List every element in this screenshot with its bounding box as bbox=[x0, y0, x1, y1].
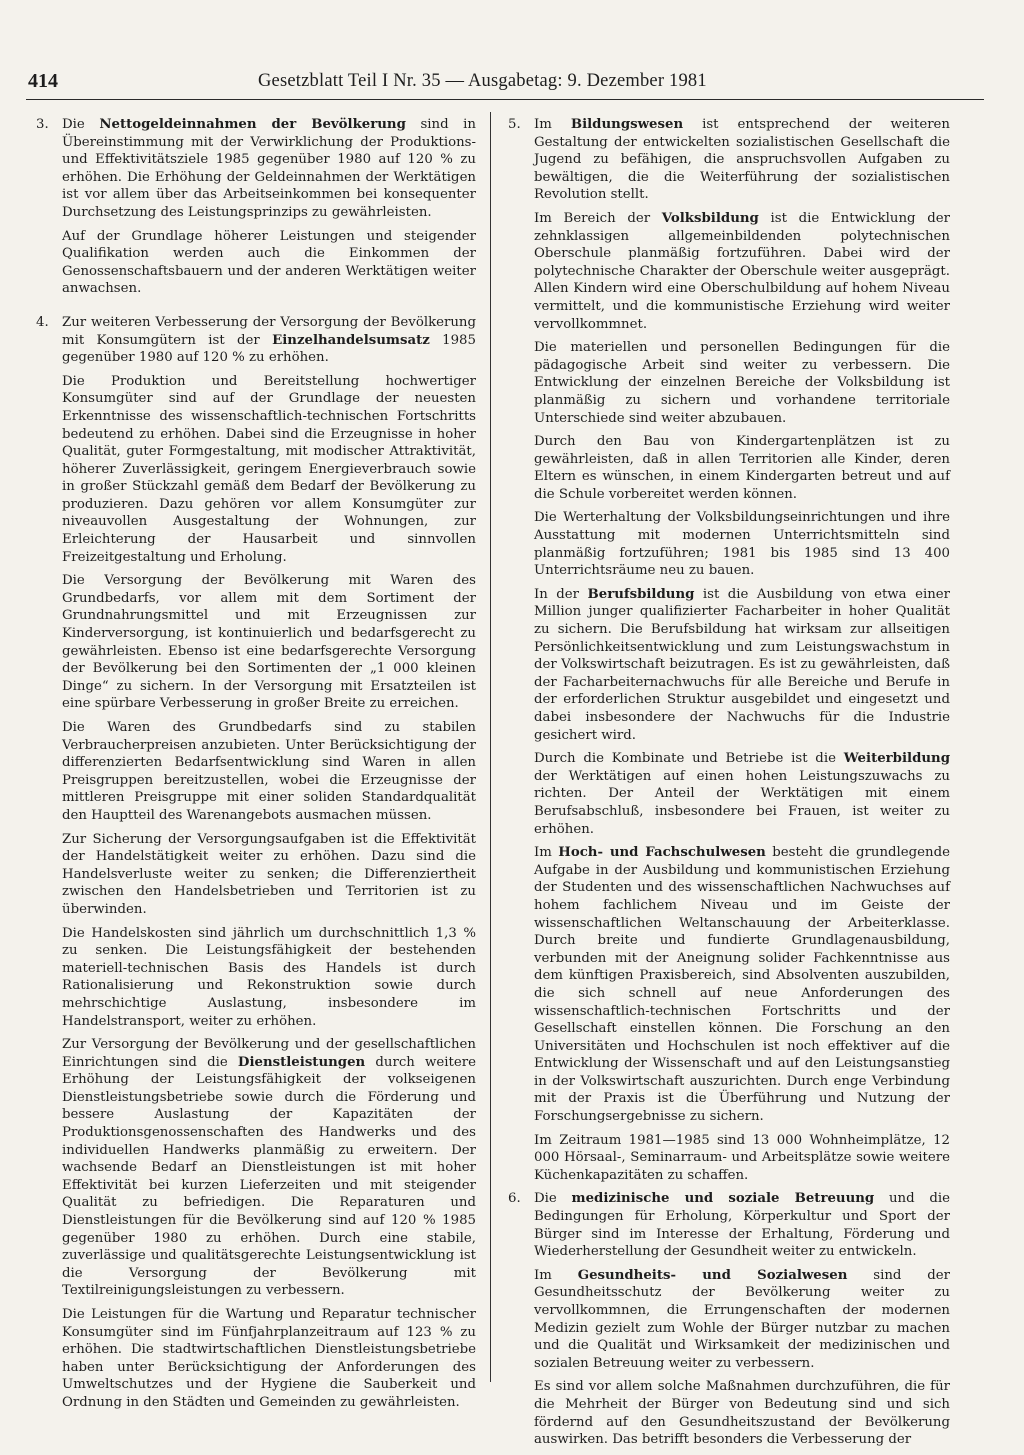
bold-term: Einzelhandelsumsatz bbox=[272, 332, 430, 348]
section-3 bbox=[36, 116, 476, 298]
text-run: Die bbox=[534, 1191, 572, 1207]
section-number: 6. bbox=[508, 1191, 521, 1207]
text-run: Im Bereich der bbox=[534, 210, 662, 226]
text-run: Im bbox=[534, 117, 571, 132]
text-run: Zur Versorgung der Bevölkerung und der gesellschaftlichen Einrichtungen sind die bbox=[62, 1037, 476, 1070]
page-header bbox=[26, 70, 984, 100]
paragraph bbox=[534, 750, 950, 838]
bold-term: Bildungswesen bbox=[570, 117, 684, 132]
paragraph bbox=[62, 1036, 476, 1300]
text-run: 1985 gegenüber 1980 auf 120 % zu erhöhen. bbox=[62, 332, 476, 366]
paragraph bbox=[534, 1267, 950, 1373]
bold-term: Volksbildung bbox=[661, 210, 759, 226]
section-number: 5. bbox=[508, 117, 521, 132]
text-run: Durch die Kombinate und Betriebe ist die bbox=[534, 751, 844, 767]
paragraph bbox=[534, 116, 950, 204]
paragraph: Die Werterhaltung der Volksbildungseinrichtungen und ihre Ausstattung mit modernen Unterrichtsmitteln sind planmäßig fortzuführen; 1981 bis 1985 sind 13 400 Unterrichtsräume neu zu bauen. bbox=[534, 510, 950, 579]
section-number: 4. bbox=[36, 314, 49, 330]
text-run: sind der Gesundheitsschutz der Bevölkerung weiter zu vervollkommnen, die Errungenschaften der modernen Medizin gezielt zum Wohle der Bürger nutzbar zu machen und die Qualität und Wirksamkeit der medizinischen und sozialen Betreuung weiter zu verbessern. bbox=[534, 1267, 950, 1371]
paragraph: Die materiellen und personellen Bedingungen für die pädagogische Arbeit sind weiter zu verbessern. Die Entwicklung der einzelnen Bereiche der Volksbildung ist planmäßig zu sichern und vorhandene territoriale Unterschiede sind weiter abzubauen. bbox=[534, 340, 950, 426]
page-number: 414 bbox=[28, 70, 58, 92]
text-run: sind in Übereinstimmung mit der Verwirklichung der Produktions- und Effektivitätsziele 1985 gegenüber 1980 auf 120 % zu erhöhen. Die Erhöhung der Geldeinnahmen der Werktätigen ist vor allem über das Arbeitseinkommen bei konsequenter Durchsetzung des Leistungsprinzips zu gewährleisten. bbox=[62, 117, 476, 220]
text-run: Im bbox=[534, 1267, 578, 1283]
text-run: der Werktätigen auf einen hohen Leistungszuwachs zu richten. Der Anteil der Werktätigen mit einem Berufsabschluß, insbesondere bei Frauen, ist weiter zu erhöhen. bbox=[534, 768, 950, 837]
paragraph: Die Versorgung der Bevölkerung mit Waren des Grundbedarfs, vor allem mit dem Sortiment der Grundnahrungsmittel und mit Erzeugnissen zur Kinderversorgung, ist kontinuierlich und bedarfsgerecht zu gewährleisten. Ebenso ist eine bedarfsgerechte Versorgung der Bevölkerung bei den Sortimenten der „1 000 kleinen Dinge“ zu sichern. In der Versorgung mit Ersatzteilen ist eine spürbare Verbesserung in großer Breite zu erreichen. bbox=[62, 573, 476, 712]
paragraph: Die Waren des Grundbedarfs sind zu stabilen Verbraucherpreisen anzubieten. Unter Berücksichtigung der differenzierten Bedarfsentwicklung sind Waren in allen Preisgruppen bereitzustellen, wobei die Erzeugnisse der mittleren Preisgruppe mit einer soliden Standardqualität den Hauptteil des Warenangebots ausmachen müssen. bbox=[62, 720, 476, 823]
bold-term: medizinische und soziale Betreuung bbox=[571, 1191, 875, 1207]
paragraph: Auf der Grundlage höherer Leistungen und steigender Qualifikation werden auch die Einkommen der Genossenschaftsbauern und der anderen Werktätigen weiter anwachsen. bbox=[62, 228, 476, 297]
paragraph: Zur Sicherung der Versorgungsaufgaben ist die Effektivität der Handelstätigkeit weiter zu erhöhen. Dazu sind die Handelsverluste weiter zu senken; die Differenziertheit zwischen den Handelsbetrieben und Territorien ist zu überwinden. bbox=[62, 831, 476, 917]
bold-term: Hoch- und Fachschulwesen bbox=[558, 845, 766, 861]
header-rule bbox=[26, 99, 984, 100]
bold-term: Weiterbildung bbox=[843, 751, 950, 767]
text-run: besteht die grundlegende Aufgabe in der Ausbildung und kommunistischen Erziehung der Studenten und des wissenschaftlichen Nachwuchses auf hohem fachlichem Niveau und im Geiste der wissenschaftlichen Weltanschauung der Arbeiterklasse. Durch breite und fundierte Grundlagenausbildung, verbunden mit der Aneignung solider Fachkenntnisse aus dem künftigen Praxisbereich, sind Absolventen auszubilden, die sich schnell auf neue Anforderungen des wissenschaftlich-technischen Fortschritts und der Gesellschaft einstellen können. Die Forschung an den Universitäten und Hochschulen ist noch effektiver auf die Entwicklung der Wissenschaft und auf den Leistungsanstieg in der Volkswirtschaft auszurichten. Durch enge Verbindung mit der Praxis ist die Überführung und Nutzung der Forschungsergebnisse zu sichern. bbox=[534, 845, 950, 1125]
paragraph bbox=[62, 116, 476, 222]
paragraph bbox=[534, 844, 950, 1126]
text-run: ist entsprechend der weiteren Gestaltung der entwickelten sozialistischen Gesellschaft die Jugend zu befähigen, die anspruchsvollen Aufgaben zu bewältigen, die die Weiterführung der sozialistischen Revolution stellt. bbox=[534, 117, 950, 203]
section-number: 3. bbox=[36, 117, 49, 132]
text-run: und die Bedingungen für Erholung, Körperkultur und Sport der Bürger sind im Interesse der Erhaltung, Förderung und Wiederherstellung der Gesundheit weiter zu entwickeln. bbox=[534, 1191, 950, 1260]
paragraph: Es sind vor allem solche Maßnahmen durchzuführen, die für die Mehrheit der Bürger von Bedeutung sind und sich fördernd auf den Gesundheitszustand der Bevölkerung auswirken. Das betrifft besonders die Verbesserung der bbox=[534, 1379, 950, 1448]
paragraph: Die Leistungen für die Wartung und Reparatur technischer Konsumgüter sind im Fünfjahrplanzeitraum auf 123 % zu erhöhen. Die stadtwirtschaftlichen Dienstleistungsbetriebe haben unter Berücksichtigung der Anforderungen des Umweltschutzes und der Hygiene die Sauberkeit und Ordnung in den Städten und Gemeinden zu gewährleisten. bbox=[62, 1307, 476, 1410]
text-run: ist die Ausbildung von etwa einer Million junger qualifizierter Facharbeiter in hoher Qualität zu sichern. Die Berufsbildung hat wirksam zur allseitigen Persönlichkeitsentwicklung und zum Leistungswachstum in der Volkswirtschaft beizutragen. Es ist zu gewährleisten, daß der Facharbeiternachwuchs für alle Bereiche und Berufe in der erforderlichen Struktur ausgebildet und eingesetzt und dabei insbesondere der Nachwuchs für die Industrie gesichert wird. bbox=[534, 586, 950, 743]
section-4 bbox=[36, 314, 476, 1412]
bold-term: Gesundheits- und Sozialwesen bbox=[577, 1267, 848, 1283]
right-column bbox=[508, 116, 950, 1455]
paragraph bbox=[534, 1190, 950, 1260]
bold-term: Nettogeldeinnahmen der Bevölkerung bbox=[99, 117, 406, 132]
paragraph: Durch den Bau von Kindergartenplätzen ist zu gewährleisten, daß in allen Territorien alle Kinder, deren Eltern es wünschen, in einem Kindergarten betreut und auf die Schule vorbereitet werden können. bbox=[534, 434, 950, 502]
left-column bbox=[36, 116, 476, 1418]
column-divider bbox=[490, 112, 491, 1382]
text-run: Die bbox=[62, 117, 100, 132]
header-title: Gesetzblatt Teil I Nr. 35 — Ausgabetag: 9. Dezember 1981 bbox=[258, 71, 707, 91]
text-run: Im bbox=[534, 845, 559, 861]
text-run: ist die Entwicklung der zehnklassigen allgemeinbildenden polytechnischen Oberschule planmäßig fortzuführen. Dabei wird der polytechnische Charakter der Oberschule weiter ausgeprägt. Allen Kindern wird eine Oberschulbildung auf hohem Niveau vermittelt, und die kommunistische Erziehung wird weiter vervollkommnet. bbox=[534, 210, 950, 332]
text-run: In der bbox=[534, 586, 588, 602]
section-5 bbox=[508, 116, 950, 1184]
bold-term: Dienstleistungen bbox=[237, 1054, 366, 1070]
paragraph bbox=[534, 210, 950, 333]
paragraph bbox=[62, 314, 476, 367]
paragraph: Die Handelskosten sind jährlich um durchschnittlich 1,3 % zu senken. Die Leistungsfähigkeit der bestehenden materiell-technischen Basis des Handels ist durch Rationalisierung und Rekonstruktion sowie durch mehrschichtige Auslastung, insbesondere im Handelstransport, weiter zu erhöhen. bbox=[62, 925, 476, 1029]
bold-term: Berufsbildung bbox=[587, 586, 695, 602]
paragraph: Im Zeitraum 1981—1985 sind 13 000 Wohnheimplätze, 12 000 Hörsaal-, Seminarraum- und Arbeitsplätze sowie weitere Küchenkapazitäten zu schaffen. bbox=[534, 1132, 950, 1183]
section-6 bbox=[508, 1190, 950, 1448]
paragraph: Die Produktion und Bereitstellung hochwertiger Konsumgüter sind auf der Grundlage der neuesten Erkenntnisse des wissenschaftlich-technischen Fortschritts bedeutend zu erhöhen. Dabei sind die Erzeugnisse in hoher Qualität, guter Formgestaltung, mit modischer Attraktivität, höherer Zuverlässigkeit, geringem Energieverbrauch sowie in großer Stückzahl gemäß dem Bedarf der Bevölkerung zu produzieren. Dazu gehören vor allem Konsumgüter zur niveauvollen Ausgestaltung der Wohnungen, zur Erleichterung der Hausarbeit und sinnvollen Freizeitgestaltung und Erholung. bbox=[62, 373, 476, 565]
paragraph bbox=[534, 586, 950, 744]
text-run: durch weitere Erhöhung der Leistungsfähigkeit der volkseigenen Dienstleistungsbetriebe sowie durch die Förderung und bessere Auslastung der Kapazitäten der Produktionsgenossenschaften des Handwerks und des individuellen Handwerks planmäßig zu erweitern. Der wachsende Bedarf an Dienstleistungen ist mit hoher Effektivität bei kurzen Lieferzeiten und mit steigender Qualität zu befriedigen. Die Reparaturen und Dienstleistungen für die Bevölkerung sind auf 120 % 1985 gegenüber 1980 zu erhöhen. Durch eine stabile, zuverlässige und qualitätsgerechte Leistungsentwicklung ist die Versorgung der Bevölkerung mit Textilreinigungsleistungen zu verbessern. bbox=[62, 1054, 476, 1299]
text-run: Zur weiteren Verbesserung der Versorgung der Bevölkerung mit Konsumgütern ist der bbox=[62, 314, 476, 348]
